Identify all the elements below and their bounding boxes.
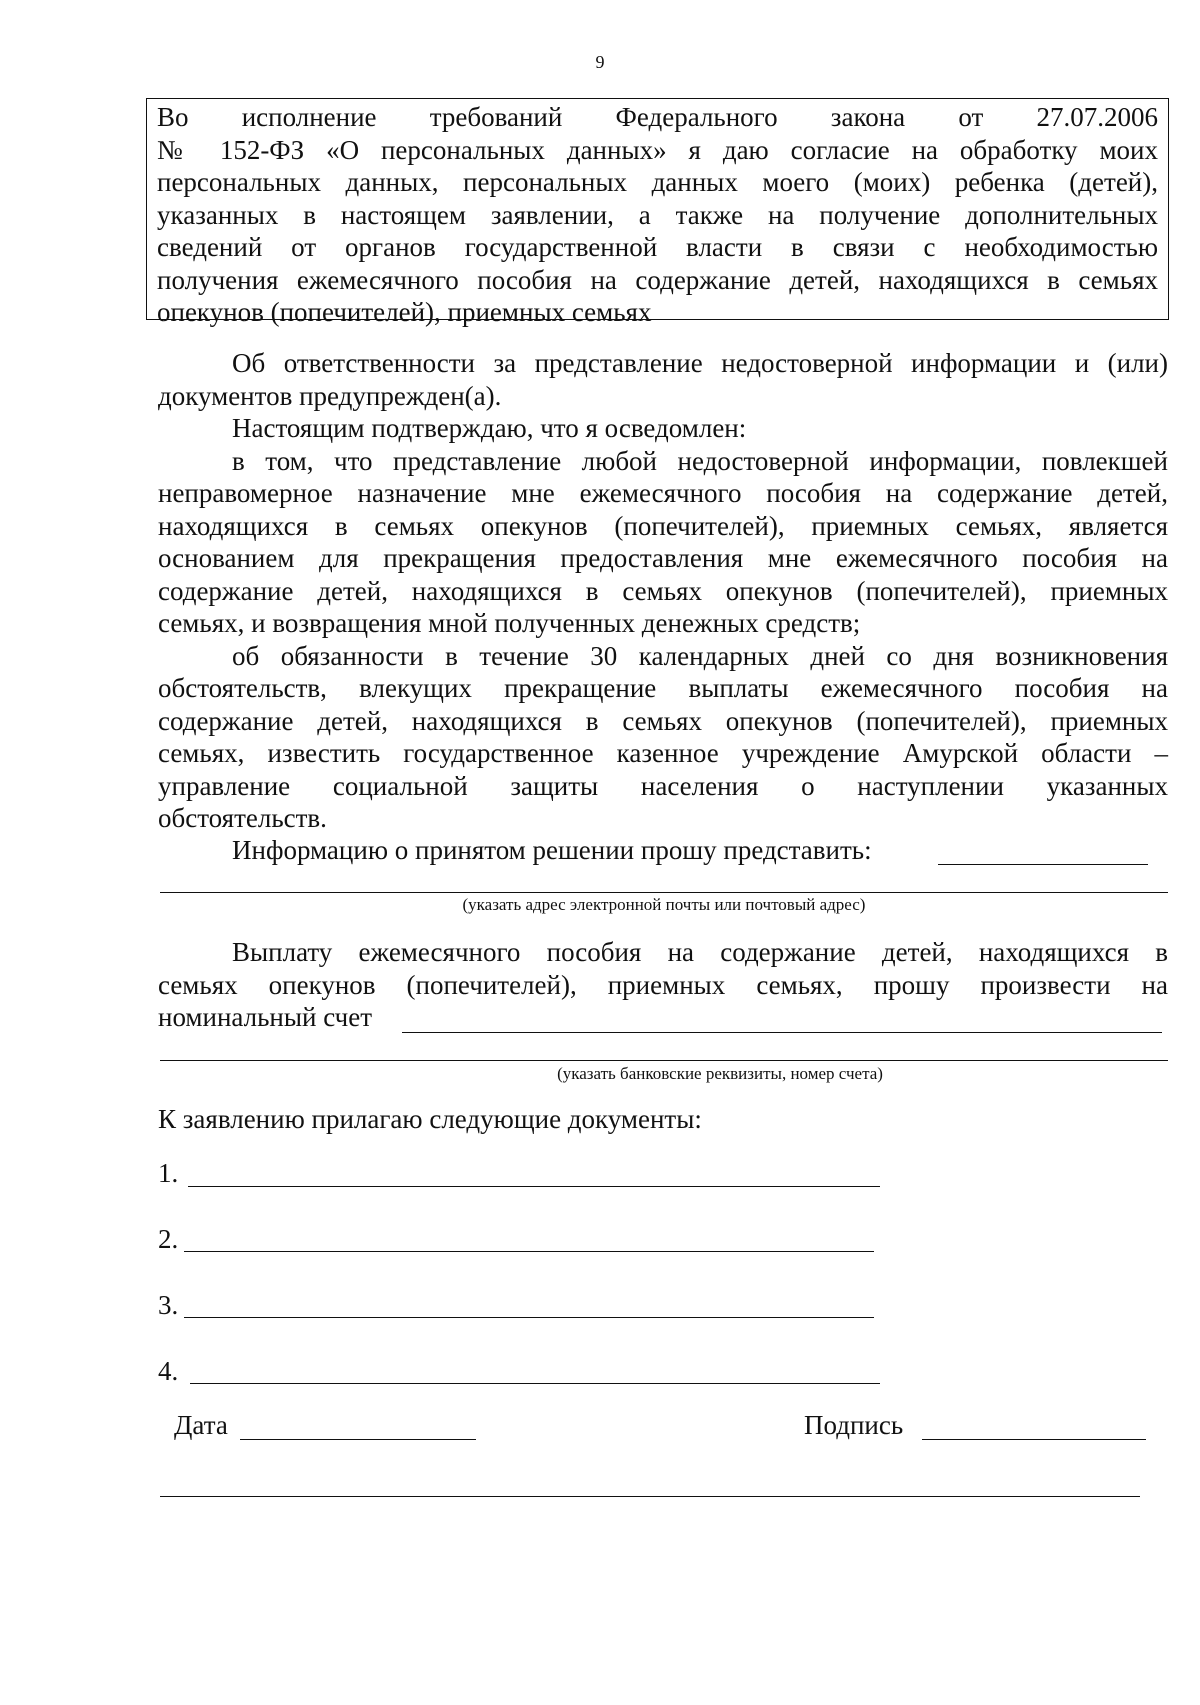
attachments-heading: К заявлению прилагаю следующие документы: <box>158 1104 702 1134</box>
consent-line: сведений от органов государственной власти в связи с необходимостью <box>157 232 1158 262</box>
attachment-number: 1. <box>158 1158 179 1188</box>
consent-line: Во исполнение требований Федерального закона от 27.07.2006 <box>157 102 1158 132</box>
attachment-field-3[interactable] <box>184 1317 874 1318</box>
bottom-rule <box>160 1496 1140 1497</box>
attachment-field-4[interactable] <box>190 1383 880 1384</box>
duty-line: обстоятельств. <box>158 803 327 833</box>
attachment-field-1[interactable] <box>188 1186 880 1187</box>
info-request-field[interactable] <box>938 864 1148 865</box>
duty-line: об обязанности в течение 30 календарных дней со дня возникновения <box>232 640 1168 671</box>
confirm-line: в том, что представление любой недостоверной информации, повлекшей <box>232 445 1168 476</box>
consent-box <box>146 98 1169 327</box>
confirm-heading: Настоящим подтверждаю, что я осведомлен: <box>232 413 747 443</box>
duty-line: семьях, известить государственное казенное учреждение Амурской области – <box>158 738 1168 768</box>
consent-line: получения ежемесячного пособия на содержание детей, находящихся в семьях <box>157 264 1158 295</box>
consent-line: опекунов (попечителей), приемных семьях <box>157 297 652 327</box>
payment-line: семьях опекунов (попечителей), приемных семьях, прошу произвести на <box>158 969 1168 1000</box>
consent-line: указанных в настоящем заявлении, а также на получение дополнительных <box>157 199 1158 230</box>
duty-line: содержание детей, находящихся в семьях опекунов (попечителей), приемных <box>158 705 1168 736</box>
page-number: 9 <box>595 52 605 72</box>
responsibility-paragraph <box>158 347 1168 835</box>
account-field-line[interactable] <box>160 1060 1168 1061</box>
confirm-line: семьях, и возвращения мной полученных денежных средств; <box>158 608 861 638</box>
consent-line: № 152-ФЗ «О персональных данных» я даю согласие на обработку моих <box>157 134 1158 165</box>
confirm-line: основанием для прекращения предоставления мне ежемесячного пособия на <box>158 543 1168 573</box>
account-label: номинальный счет <box>158 1002 373 1032</box>
confirm-line: неправомерное назначение мне ежемесячного пособия на содержание детей, <box>158 478 1168 508</box>
attachment-number: 4. <box>158 1356 179 1386</box>
info-request-field-line[interactable] <box>160 892 1168 893</box>
responsibility-line: Об ответственности за представление недостоверной информации и (или) <box>232 348 1168 378</box>
attachment-number: 2. <box>158 1224 179 1254</box>
account-field[interactable] <box>402 1032 1162 1033</box>
responsibility-line: документов предупрежден(а). <box>158 380 502 411</box>
date-label: Дата <box>174 1410 228 1440</box>
info-request-caption: (указать адрес электронной почты или почтовый адрес) <box>462 895 866 914</box>
account-caption: (указать банковские реквизиты, номер счета) <box>557 1064 883 1083</box>
confirm-line: содержание детей, находящихся в семьях опекунов (попечителей), приемных <box>158 575 1168 606</box>
attachment-number: 3. <box>158 1290 179 1320</box>
info-request-label: Информацию о принятом решении прошу представить: <box>232 835 872 865</box>
consent-line: персональных данных, персональных данных моего (моих) ребенка (детей), <box>157 167 1158 197</box>
attachment-field-2[interactable] <box>184 1251 874 1252</box>
signature-field[interactable] <box>922 1439 1146 1440</box>
signature-label: Подпись <box>804 1410 904 1440</box>
date-field[interactable] <box>240 1439 476 1440</box>
payment-paragraph <box>158 936 1168 1001</box>
payment-line: Выплату ежемесячного пособия на содержание детей, находящихся в <box>232 937 1168 967</box>
duty-line: управление социальной защиты населения о наступлении указанных <box>158 770 1168 801</box>
duty-line: обстоятельств, влекущих прекращение выплаты ежемесячного пособия на <box>158 673 1168 703</box>
confirm-line: находящихся в семьях опекунов (попечителей), приемных семьях, является <box>158 510 1168 541</box>
